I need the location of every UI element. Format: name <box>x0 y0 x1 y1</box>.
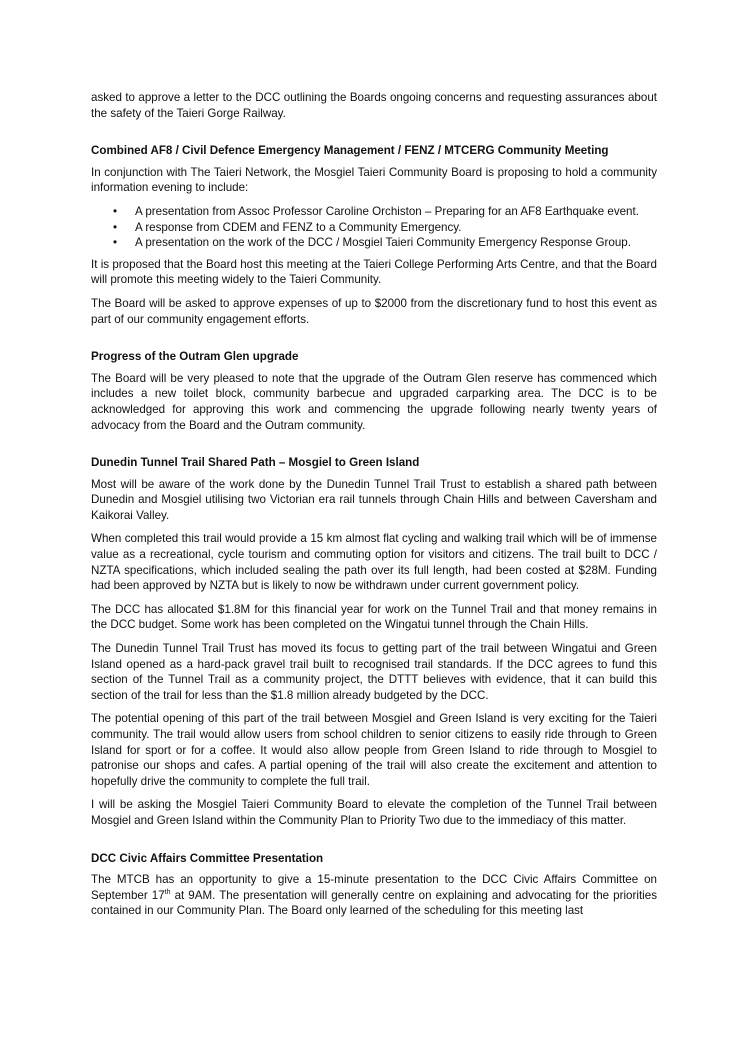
list-item <box>91 220 657 236</box>
bullet-list <box>91 204 657 251</box>
paragraph: I will be asking the Mosgiel Taieri Community Board to elevate the completion of the Tunnel Trail between Mosgiel and Green Island within the Community Plan to Priority Two due to the immediacy of this matter. <box>91 798 657 827</box>
paragraph: The DCC has allocated $1.8M for this financial year for work on the Tunnel Trail and that money remains in the DCC budget. Some work has been completed on the Wingatui tunnel through the Chain Hills. <box>91 602 657 632</box>
paragraph: The Dunedin Tunnel Trail Trust has moved its focus to getting part of the trail between Wingatui and Green Island opened as a hard-pack gravel trail built to recognised trail standards. If the DCC agrees to fund this section of the Tunnel Trail as a community project, the DTTT believes with evidence, that it can build this section of the trail for less than the $1.8 million already budgeted by the DCC. <box>91 642 657 702</box>
paragraph: In conjunction with The Taieri Network, the Mosgiel Taieri Community Board is proposing to hold a community information evening to include: <box>91 165 657 195</box>
paragraph: The potential opening of this part of the trail between Mosgiel and Green Island is very exciting for the Taieri community. The trail would allow users from school children to senior citizens to easily ride through to Green Island for sport or for a coffee. It would also allow people from Green Island to ride through to Mosgiel to patronise our shops and cafes. A partial opening of the trail will also create the excitement and attention to hopefully drive the community to complete the full trail. <box>91 712 657 788</box>
bullet-icon: • <box>113 220 118 234</box>
bullet-icon: • <box>113 204 118 218</box>
section-heading: Dunedin Tunnel Trail Shared Path – Mosgiel to Green Island <box>91 456 420 470</box>
section-community-meeting <box>91 143 657 327</box>
section-outram-glen <box>91 349 657 433</box>
section-heading: Combined AF8 / Civil Defence Emergency Management / FENZ / MTCERG Community Meeting <box>91 144 609 158</box>
paragraph: When completed this trail would provide a 15 km almost flat cycling and walking trail which will be of immense value as a recreational, cycle tourism and commuting option for visitors and citizens. The trail built to DCC / NZTA specifications, which included sealing the path over its full length, had been costed at $28M. Funding had been approved by NZTA but is likely to now be withdrawn under current government policy. <box>91 532 657 593</box>
section-tunnel-trail <box>91 455 657 828</box>
section-heading: DCC Civic Affairs Committee Presentation <box>91 851 324 865</box>
list-item <box>91 204 657 220</box>
list-item-text: A response from CDEM and FENZ to a Community Emergency. <box>135 220 462 234</box>
list-item-text: A presentation from Assoc Professor Caroline Orchiston – Preparing for an AF8 Earthquake event. <box>135 204 639 218</box>
bullet-icon: • <box>113 236 118 250</box>
paragraph: It is proposed that the Board host this meeting at the Taieri College Performing Arts Centre, and that the Board will promote this meeting widely to the Taieri Community. <box>91 257 657 287</box>
paragraph: Most will be aware of the work done by the Dunedin Tunnel Trail Trust to establish a shared path between Dunedin and Mosgiel utilising two Victorian era rail tunnels through Chain Hills and between Caversham and Kaikorai Valley. <box>91 477 657 522</box>
paragraph <box>91 872 657 919</box>
document-page <box>91 90 657 927</box>
paragraph: The Board will be very pleased to note that the upgrade of the Outram Glen reserve has commenced which includes a new toilet block, community barbecue and upgraded carparking area. The DCC is to be acknowledged for approving this work and commencing the upgrade following nearly twenty years of advocacy from the Board and the Outram community. <box>91 371 657 432</box>
paragraph-text: at 9AM. The presentation will generally centre on explaining and advocating for the priorities contained in our Community Plan. The Board only learned of the scheduling for this meeting last <box>91 888 657 918</box>
intro-paragraph: asked to approve a letter to the DCC outlining the Boards ongoing concerns and requesting assurances about the safety of the Taieri Gorge Railway. <box>91 91 657 120</box>
section-heading: Progress of the Outram Glen upgrade <box>91 350 299 364</box>
superscript: th <box>164 888 171 896</box>
list-item <box>91 235 657 251</box>
section-civic-affairs <box>91 851 657 919</box>
paragraph-text: The MTCB has an opportunity to give a 15-minute presentation to the DCC Civic Affairs Committee on September 17 <box>91 873 657 902</box>
list-item-text: A presentation on the work of the DCC / Mosgiel Taieri Community Emergency Response Group. <box>135 236 631 250</box>
paragraph: The Board will be asked to approve expenses of up to $2000 from the discretionary fund to host this event as part of our community engagement efforts. <box>91 296 657 326</box>
